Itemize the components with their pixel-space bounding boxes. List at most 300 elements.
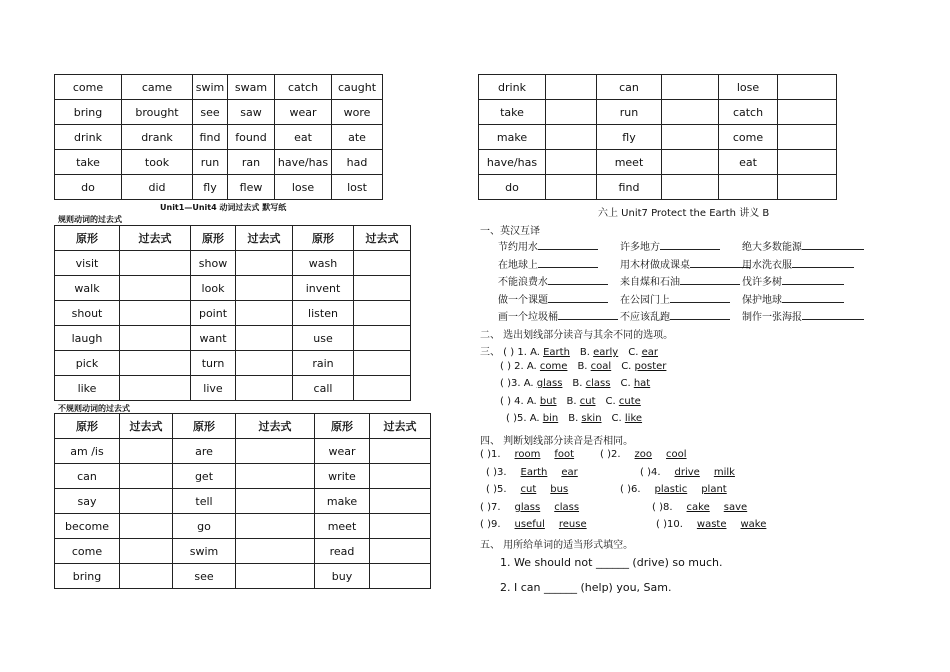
option-word: early	[593, 347, 619, 358]
option-word: cute	[618, 395, 641, 407]
verb-cell: shout	[55, 301, 120, 326]
option-label: B.	[568, 413, 582, 424]
translation-item	[498, 291, 608, 306]
header-cell: 过去式	[236, 226, 293, 251]
translation-item	[742, 308, 864, 323]
option-label: C.	[605, 395, 619, 407]
option-word: but	[539, 395, 557, 407]
verb-cell: meet	[597, 150, 662, 175]
verb-cell: turn	[191, 351, 236, 376]
compare-word: wake	[740, 519, 767, 530]
verb-cell: can	[597, 75, 662, 100]
answer-cell	[778, 125, 837, 150]
verb-cell: have/has	[479, 150, 546, 175]
compare-word: reuse	[558, 519, 587, 530]
table-row	[55, 75, 383, 100]
verb-cell: wash	[293, 251, 354, 276]
verb-cell: wore	[332, 100, 383, 125]
translation-prompt: 用水洗衣服	[742, 259, 792, 271]
answer-blank[interactable]	[538, 257, 598, 268]
choice-question	[500, 361, 666, 372]
table-row	[55, 276, 411, 301]
table-row	[55, 439, 431, 464]
pronunciation-question	[656, 519, 766, 530]
verb-cell: ran	[228, 150, 275, 175]
translation-prompt: 在地球上	[498, 259, 538, 271]
option-label: C.	[628, 347, 642, 358]
question-number: ( )1.	[480, 449, 501, 460]
option-label: B.	[577, 360, 591, 372]
verb-cell: bring	[55, 564, 120, 589]
verb-cell: tell	[173, 489, 236, 514]
answer-cell	[236, 514, 315, 539]
table-row	[479, 100, 837, 125]
answer-cell	[120, 301, 191, 326]
verb-cell: find	[193, 125, 228, 150]
choice-question	[500, 396, 641, 407]
verb-cell: flew	[228, 175, 275, 200]
option-label: A.	[526, 395, 540, 407]
answer-cell	[236, 539, 315, 564]
answer-blank[interactable]	[802, 309, 864, 320]
header-cell: 原形	[293, 226, 354, 251]
answer-cell	[354, 251, 411, 276]
answer-cell	[370, 489, 431, 514]
translation-prompt: 不应该乱跑	[620, 312, 670, 323]
verb-cell: took	[122, 150, 193, 175]
verb-cell: catch	[719, 100, 778, 125]
verb-cell: eat	[275, 125, 332, 150]
left-title: Unit1—Unit4 动词过去式 默写纸	[160, 203, 287, 212]
header-cell: 原形	[55, 414, 120, 439]
verb-cell: drank	[122, 125, 193, 150]
table-row	[55, 564, 431, 589]
answer-cell	[778, 175, 837, 200]
table-row	[55, 351, 411, 376]
answer-blank[interactable]	[670, 309, 730, 320]
verb-cell: come	[55, 75, 122, 100]
verb-cell: lost	[332, 175, 383, 200]
option-label: A.	[529, 413, 543, 424]
answer-cell	[546, 175, 597, 200]
answer-blank[interactable]	[680, 274, 740, 285]
compare-word: cool	[666, 449, 687, 460]
pronunciation-question	[640, 467, 735, 478]
verb-cell: walk	[55, 276, 120, 301]
question-number: ( )4.	[640, 466, 661, 478]
verb-cell: swam	[228, 75, 275, 100]
regular-verb-table	[54, 225, 411, 401]
verb-cell: drink	[479, 75, 546, 100]
table-row	[55, 489, 431, 514]
answer-cell	[120, 464, 173, 489]
verb-cell: buy	[315, 564, 370, 589]
answer-cell	[354, 326, 411, 351]
section-2-heading: 二、 选出划线部分读音与其余不同的选项。	[480, 330, 674, 341]
answer-cell	[662, 175, 719, 200]
answer-cell	[370, 539, 431, 564]
compare-word: class	[554, 501, 580, 513]
answer-cell	[778, 100, 837, 125]
answer-blank[interactable]	[792, 257, 854, 268]
answer-cell	[354, 376, 411, 401]
verb-cell: make	[479, 125, 546, 150]
choice-question	[480, 343, 658, 358]
answer-cell	[120, 251, 191, 276]
answer-cell	[778, 75, 837, 100]
pronunciation-question	[486, 484, 568, 495]
option-label: A.	[530, 347, 544, 358]
verb-cell: swim	[193, 75, 228, 100]
table-row	[55, 464, 431, 489]
pronunciation-question	[480, 502, 579, 513]
verb-cell: caught	[332, 75, 383, 100]
verb-cell: call	[293, 376, 354, 401]
answer-cell	[236, 251, 293, 276]
verb-cell: point	[191, 301, 236, 326]
verb-cell: look	[191, 276, 236, 301]
compare-word: save	[723, 501, 748, 513]
option-label: A.	[523, 378, 537, 389]
answer-blank[interactable]	[558, 309, 618, 320]
option-label: C.	[611, 413, 625, 424]
answer-cell	[354, 301, 411, 326]
answer-cell	[370, 464, 431, 489]
header-cell: 过去式	[120, 226, 191, 251]
question-number: ( )7.	[480, 501, 501, 513]
compare-word: ear	[561, 466, 578, 478]
left-top-verb-table	[54, 74, 383, 200]
option-label: A.	[526, 360, 540, 372]
answer-cell	[120, 489, 173, 514]
translation-item	[498, 308, 618, 323]
verb-cell: can	[55, 464, 120, 489]
compare-word: zoo	[634, 449, 653, 460]
header-cell: 原形	[55, 226, 120, 251]
fill-blank-2: 2. I can ______ (help) you, Sam.	[500, 581, 672, 594]
compare-word: cake	[686, 501, 710, 513]
question-number: ( )3.	[486, 466, 507, 478]
answer-blank[interactable]	[670, 292, 730, 303]
question-number: ( )2.	[600, 449, 621, 460]
answer-cell	[778, 150, 837, 175]
verb-cell: make	[315, 489, 370, 514]
answer-cell	[120, 376, 191, 401]
translation-item	[742, 291, 844, 306]
answer-cell	[120, 276, 191, 301]
verb-cell: wear	[315, 439, 370, 464]
section-5-heading: 五、 用所给单词的适当形式填空。	[480, 540, 634, 551]
verb-cell: say	[55, 489, 120, 514]
option-word: skin	[581, 413, 602, 424]
verb-cell: lose	[275, 175, 332, 200]
verb-cell: visit	[55, 251, 120, 276]
translation-prompt: 节约用水	[498, 242, 538, 253]
answer-cell	[236, 276, 293, 301]
option-label: C.	[621, 360, 635, 372]
verb-cell: laugh	[55, 326, 120, 351]
option-word: hat	[633, 378, 651, 389]
irregular-caption: 不规则动词的过去式	[58, 404, 130, 413]
answer-cell	[370, 564, 431, 589]
right-title: 六上 Unit7 Protect the Earth 讲义 B	[598, 208, 770, 219]
compare-word: drive	[674, 466, 700, 478]
question-number: ( )9.	[480, 519, 501, 530]
answer-blank[interactable]	[690, 257, 750, 268]
verb-cell: do	[479, 175, 546, 200]
table-row	[479, 75, 837, 100]
verb-cell: fly	[597, 125, 662, 150]
answer-cell	[120, 564, 173, 589]
answer-cell	[662, 75, 719, 100]
option-label: B.	[572, 378, 586, 389]
answer-cell	[120, 326, 191, 351]
answer-cell	[236, 351, 293, 376]
verb-cell: live	[191, 376, 236, 401]
verb-cell: pick	[55, 351, 120, 376]
table-row	[55, 539, 431, 564]
header-cell: 过去式	[236, 414, 315, 439]
compare-word: useful	[514, 519, 545, 530]
verb-cell: meet	[315, 514, 370, 539]
table-row	[55, 125, 383, 150]
compare-word: waste	[696, 519, 727, 530]
table-row	[55, 301, 411, 326]
verb-cell: wear	[275, 100, 332, 125]
choice-question	[500, 378, 650, 389]
table-row	[479, 125, 837, 150]
translation-prompt: 用木材做成课桌	[620, 259, 690, 271]
option-label: C.	[620, 378, 634, 389]
option-label: ( )5.	[506, 413, 530, 424]
option-word: Earth	[543, 347, 570, 358]
compare-word: plant	[701, 484, 727, 495]
header-cell: 原形	[173, 414, 236, 439]
option-label: B.	[579, 347, 594, 358]
pronunciation-question	[480, 449, 574, 460]
translation-prompt: 做一个课题	[498, 294, 548, 306]
pronunciation-question	[652, 502, 747, 513]
verb-cell: swim	[173, 539, 236, 564]
option-word: class	[585, 378, 611, 389]
irregular-verb-table	[54, 413, 431, 589]
answer-cell	[662, 150, 719, 175]
verb-cell: have/has	[275, 150, 332, 175]
translation-item	[620, 256, 750, 271]
answer-cell	[370, 439, 431, 464]
option-word: glass	[536, 378, 563, 389]
verb-cell: lose	[719, 75, 778, 100]
compare-word: glass	[514, 501, 541, 513]
verb-cell: like	[55, 376, 120, 401]
header-cell: 过去式	[120, 414, 173, 439]
answer-cell	[236, 376, 293, 401]
pronunciation-question	[600, 449, 687, 460]
verb-cell: found	[228, 125, 275, 150]
verb-cell: did	[122, 175, 193, 200]
verb-cell: drink	[55, 125, 122, 150]
translation-prompt: 许多地方	[620, 242, 660, 253]
verb-cell: listen	[293, 301, 354, 326]
table-row	[55, 376, 411, 401]
verb-cell: show	[191, 251, 236, 276]
compare-word: bus	[550, 484, 569, 495]
verb-cell: ate	[332, 125, 383, 150]
pronunciation-question	[486, 467, 578, 478]
verb-cell: are	[173, 439, 236, 464]
answer-cell	[546, 150, 597, 175]
translation-prompt: 在公园门上	[620, 294, 670, 306]
answer-cell	[370, 514, 431, 539]
verb-cell: fly	[193, 175, 228, 200]
translation-prompt: 画一个垃圾桶	[498, 312, 558, 323]
answer-cell	[236, 564, 315, 589]
verb-cell: come	[55, 539, 120, 564]
verb-cell: catch	[275, 75, 332, 100]
option-label: B.	[566, 395, 580, 407]
verb-cell: see	[193, 100, 228, 125]
compare-word: room	[514, 449, 541, 460]
answer-cell	[236, 439, 315, 464]
translation-item	[498, 238, 598, 253]
translation-item	[620, 238, 720, 253]
compare-word: milk	[713, 466, 735, 478]
translation-prompt: 保护地球	[742, 294, 782, 306]
answer-cell	[662, 125, 719, 150]
verb-cell: saw	[228, 100, 275, 125]
answer-blank[interactable]	[538, 239, 598, 250]
translation-prompt: 不能浪费水	[498, 277, 548, 288]
table-row	[55, 150, 383, 175]
answer-cell	[120, 351, 191, 376]
option-word: bin	[542, 413, 559, 424]
verb-cell: run	[193, 150, 228, 175]
section-4-heading: 四、 判断划线部分读音是否相同。	[480, 436, 634, 447]
verb-cell: invent	[293, 276, 354, 301]
answer-blank[interactable]	[548, 292, 608, 303]
table-row	[55, 175, 383, 200]
verb-cell: want	[191, 326, 236, 351]
answer-cell	[236, 301, 293, 326]
answer-cell	[546, 100, 597, 125]
translation-prompt: 伐许多树	[742, 277, 782, 288]
answer-cell	[546, 75, 597, 100]
answer-cell	[354, 276, 411, 301]
option-word: poster	[634, 360, 667, 372]
answer-blank[interactable]	[802, 239, 864, 250]
verb-cell: brought	[122, 100, 193, 125]
regular-caption: 规则动词的过去式	[58, 215, 122, 224]
translation-item	[498, 256, 598, 271]
verb-cell: get	[173, 464, 236, 489]
option-word: coal	[590, 360, 612, 372]
option-word: cut	[579, 395, 596, 407]
compare-word: cut	[520, 484, 537, 495]
question-number: ( )10.	[656, 519, 683, 530]
verb-cell: am /is	[55, 439, 120, 464]
table-row	[55, 251, 411, 276]
answer-cell	[120, 514, 173, 539]
answer-cell	[120, 539, 173, 564]
fill-blank-1: 1. We should not ______ (drive) so much.	[500, 556, 723, 569]
compare-word: Earth	[520, 466, 548, 478]
verb-cell: eat	[719, 150, 778, 175]
option-label: 三、 ( ) 1.	[480, 347, 531, 358]
table-row	[479, 175, 837, 200]
translation-item	[498, 273, 608, 288]
translation-item	[620, 291, 730, 306]
verb-cell: come	[719, 125, 778, 150]
table-row	[479, 150, 837, 175]
translation-item	[620, 273, 740, 288]
option-label: ( ) 2.	[500, 360, 527, 372]
question-number: ( )5.	[486, 484, 507, 495]
answer-cell	[236, 464, 315, 489]
question-number: ( )6.	[620, 484, 641, 495]
section-1-heading: 一、英汉互译	[480, 226, 540, 237]
option-label: ( )3.	[500, 378, 524, 389]
table-row	[55, 100, 383, 125]
table-row	[55, 326, 411, 351]
verb-cell: find	[597, 175, 662, 200]
translation-item	[742, 273, 844, 288]
verb-cell: run	[597, 100, 662, 125]
header-cell: 过去式	[370, 414, 431, 439]
pronunciation-question	[480, 519, 587, 530]
verb-cell: become	[55, 514, 120, 539]
option-label: ( ) 4.	[500, 395, 527, 407]
translation-item	[742, 238, 864, 253]
compare-word: foot	[554, 449, 575, 460]
verb-cell: use	[293, 326, 354, 351]
translation-prompt: 制作一张海报	[742, 312, 802, 323]
answer-cell	[120, 439, 173, 464]
verb-cell: read	[315, 539, 370, 564]
verb-cell: see	[173, 564, 236, 589]
answer-cell	[354, 351, 411, 376]
answer-cell	[236, 489, 315, 514]
verb-cell: rain	[293, 351, 354, 376]
translation-prompt: 绝大多数能源	[742, 242, 802, 253]
header-cell: 过去式	[354, 226, 411, 251]
verb-cell: had	[332, 150, 383, 175]
answer-cell	[546, 125, 597, 150]
option-word: ear	[641, 347, 658, 358]
option-word: like	[624, 413, 643, 424]
answer-blank[interactable]	[782, 274, 844, 285]
answer-blank[interactable]	[660, 239, 720, 250]
verb-cell: do	[55, 175, 122, 200]
translation-prompt: 来自煤和石油	[620, 277, 680, 288]
option-word: come	[539, 360, 568, 372]
answer-blank[interactable]	[782, 292, 844, 303]
verb-cell: take	[479, 100, 546, 125]
answer-cell	[719, 175, 778, 200]
verb-cell: bring	[55, 100, 122, 125]
translation-item	[742, 256, 854, 271]
verb-cell: take	[55, 150, 122, 175]
verb-cell: came	[122, 75, 193, 100]
verb-cell: go	[173, 514, 236, 539]
verb-cell: write	[315, 464, 370, 489]
table-row	[55, 514, 431, 539]
compare-word: plastic	[654, 484, 688, 495]
choice-question	[506, 413, 642, 424]
right-top-verb-table	[478, 74, 837, 200]
pronunciation-question	[620, 484, 727, 495]
answer-blank[interactable]	[548, 274, 608, 285]
question-number: ( )8.	[652, 501, 673, 513]
